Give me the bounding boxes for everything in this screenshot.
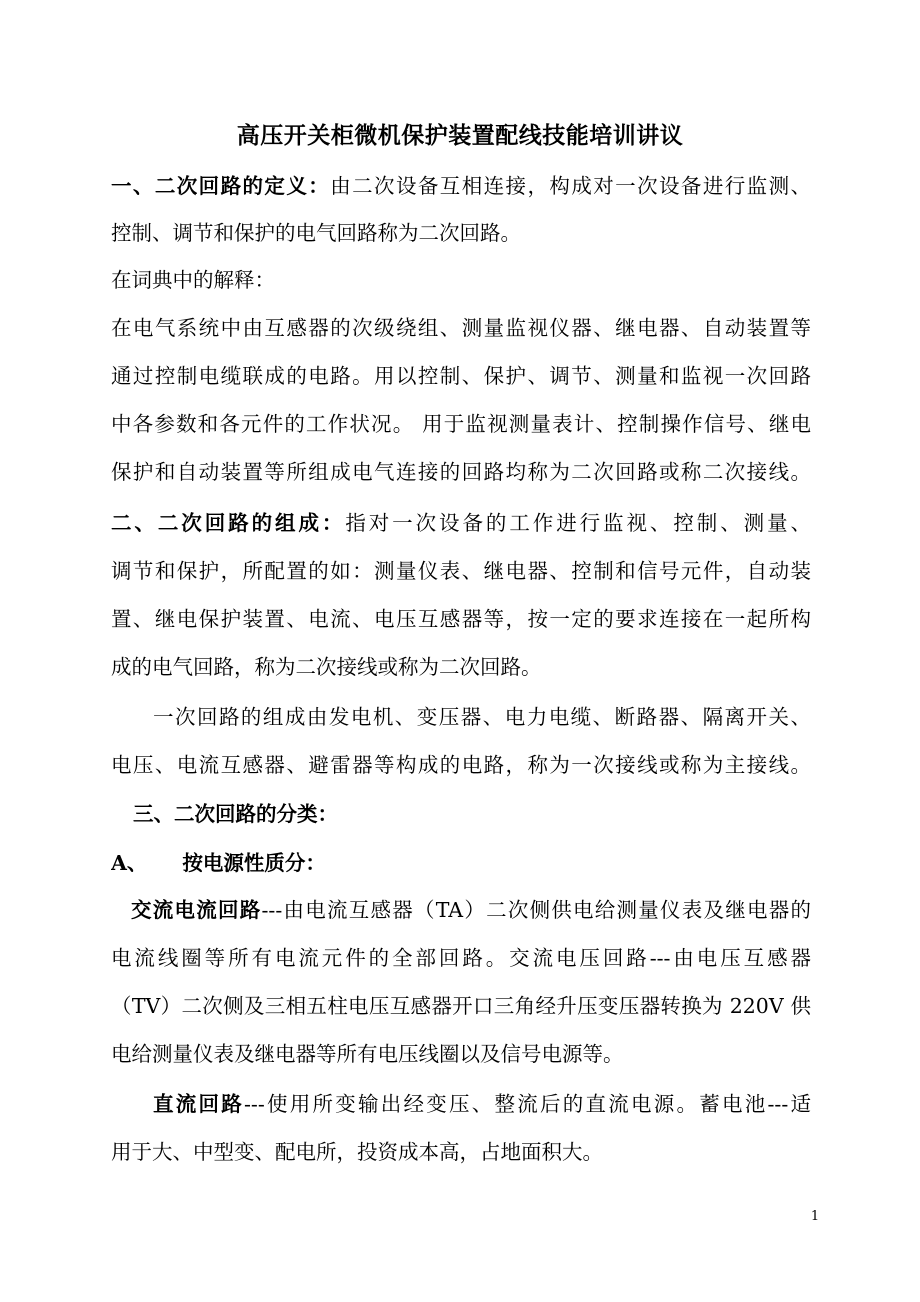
section-1-line-6: 中各参数和各元件的工作状况。 用于监视测量表计、控制操作信号、继电 — [111, 412, 811, 436]
ac-circuit-line-2: 电流线圈等所有电流元件的全部回路。交流电压回路---由电压互感器 — [111, 946, 811, 970]
ac-circuit-text-start: ---由电流互感器（TA）二次侧供电给测量仪表及继电器的 — [261, 898, 811, 922]
section-2-line-2: 调节和保护，所配置的如：测量仪表、继电器、控制和信号元件，自动装 — [111, 559, 811, 583]
section-1-line-7: 保护和自动装置等所组成电气连接的回路均称为二次回路或称二次接线。 — [111, 460, 811, 484]
subsection-a-label: A、 — [111, 851, 148, 875]
section-2-paragraph-2-line-1: 一次回路的组成由发电机、变压器、电力电缆、断路器、隔离开关、 — [153, 705, 811, 729]
section-2-definition-start: 指对一次设备的工作进行监视、控制、测量、 — [345, 511, 811, 535]
section-2-heading: 二、二次回路的组成： — [111, 511, 346, 535]
section-2-line-3: 置、继电保护装置、电流、电压互感器等，按一定的要求连接在一起所构 — [111, 607, 811, 631]
page-number: 1 — [810, 1209, 820, 1224]
section-1-heading: 一、二次回路的定义： — [111, 174, 331, 198]
document-title: 高压开关柜微机保护装置配线技能培训讲议 — [236, 122, 684, 149]
ac-circuit-line-3: （TV）二次侧及三相五柱电压互感器开口三角经升压变压器转换为 220V 供 — [111, 994, 811, 1018]
ac-current-circuit-term: 交流电流回路 — [131, 898, 262, 922]
section-1-line-3: 在词典中的解释： — [111, 268, 275, 292]
dc-circuit-line-2: 用于大、中型变、配电所，投资成本高，占地面积大。 — [111, 1140, 603, 1164]
section-1-line-2: 控制、调节和保护的电气回路称为二次回路。 — [111, 221, 521, 245]
section-2-line-4: 成的电气回路，称为二次接线或称为二次回路。 — [111, 655, 542, 679]
ac-circuit-line-1 — [131, 892, 811, 928]
section-1-line-5: 通过控制电缆联成的电路。用以控制、保护、调节、测量和监视一次回路 — [111, 364, 811, 388]
ac-circuit-line-4: 电给测量仪表及继电器等所有电压线圈以及信号电源等。 — [111, 1042, 624, 1066]
dc-circuit-line-1 — [153, 1086, 811, 1122]
section-3-heading: 三、二次回路的分类： — [133, 802, 338, 826]
dc-circuit-term: 直流回路 — [153, 1092, 244, 1116]
section-2-line-1 — [111, 505, 811, 541]
dc-circuit-text-start: ---使用所变输出经变压、整流后的直流电源。蓄电池---适 — [244, 1092, 811, 1116]
section-1-line-1 — [111, 168, 811, 204]
section-1-definition-start: 由二次设备互相连接，构成对一次设备进行监测、 — [330, 174, 811, 198]
subsection-a — [111, 845, 811, 881]
section-1-line-4: 在电气系统中由互感器的次级绕组、测量监视仪器、继电器、自动装置等 — [111, 316, 811, 340]
subsection-a-title: 按电源性质分： — [182, 851, 326, 875]
section-2-paragraph-2-line-2: 电压、电流互感器、避雷器等构成的电路，称为一次接线或称为主接线。 — [111, 753, 811, 777]
